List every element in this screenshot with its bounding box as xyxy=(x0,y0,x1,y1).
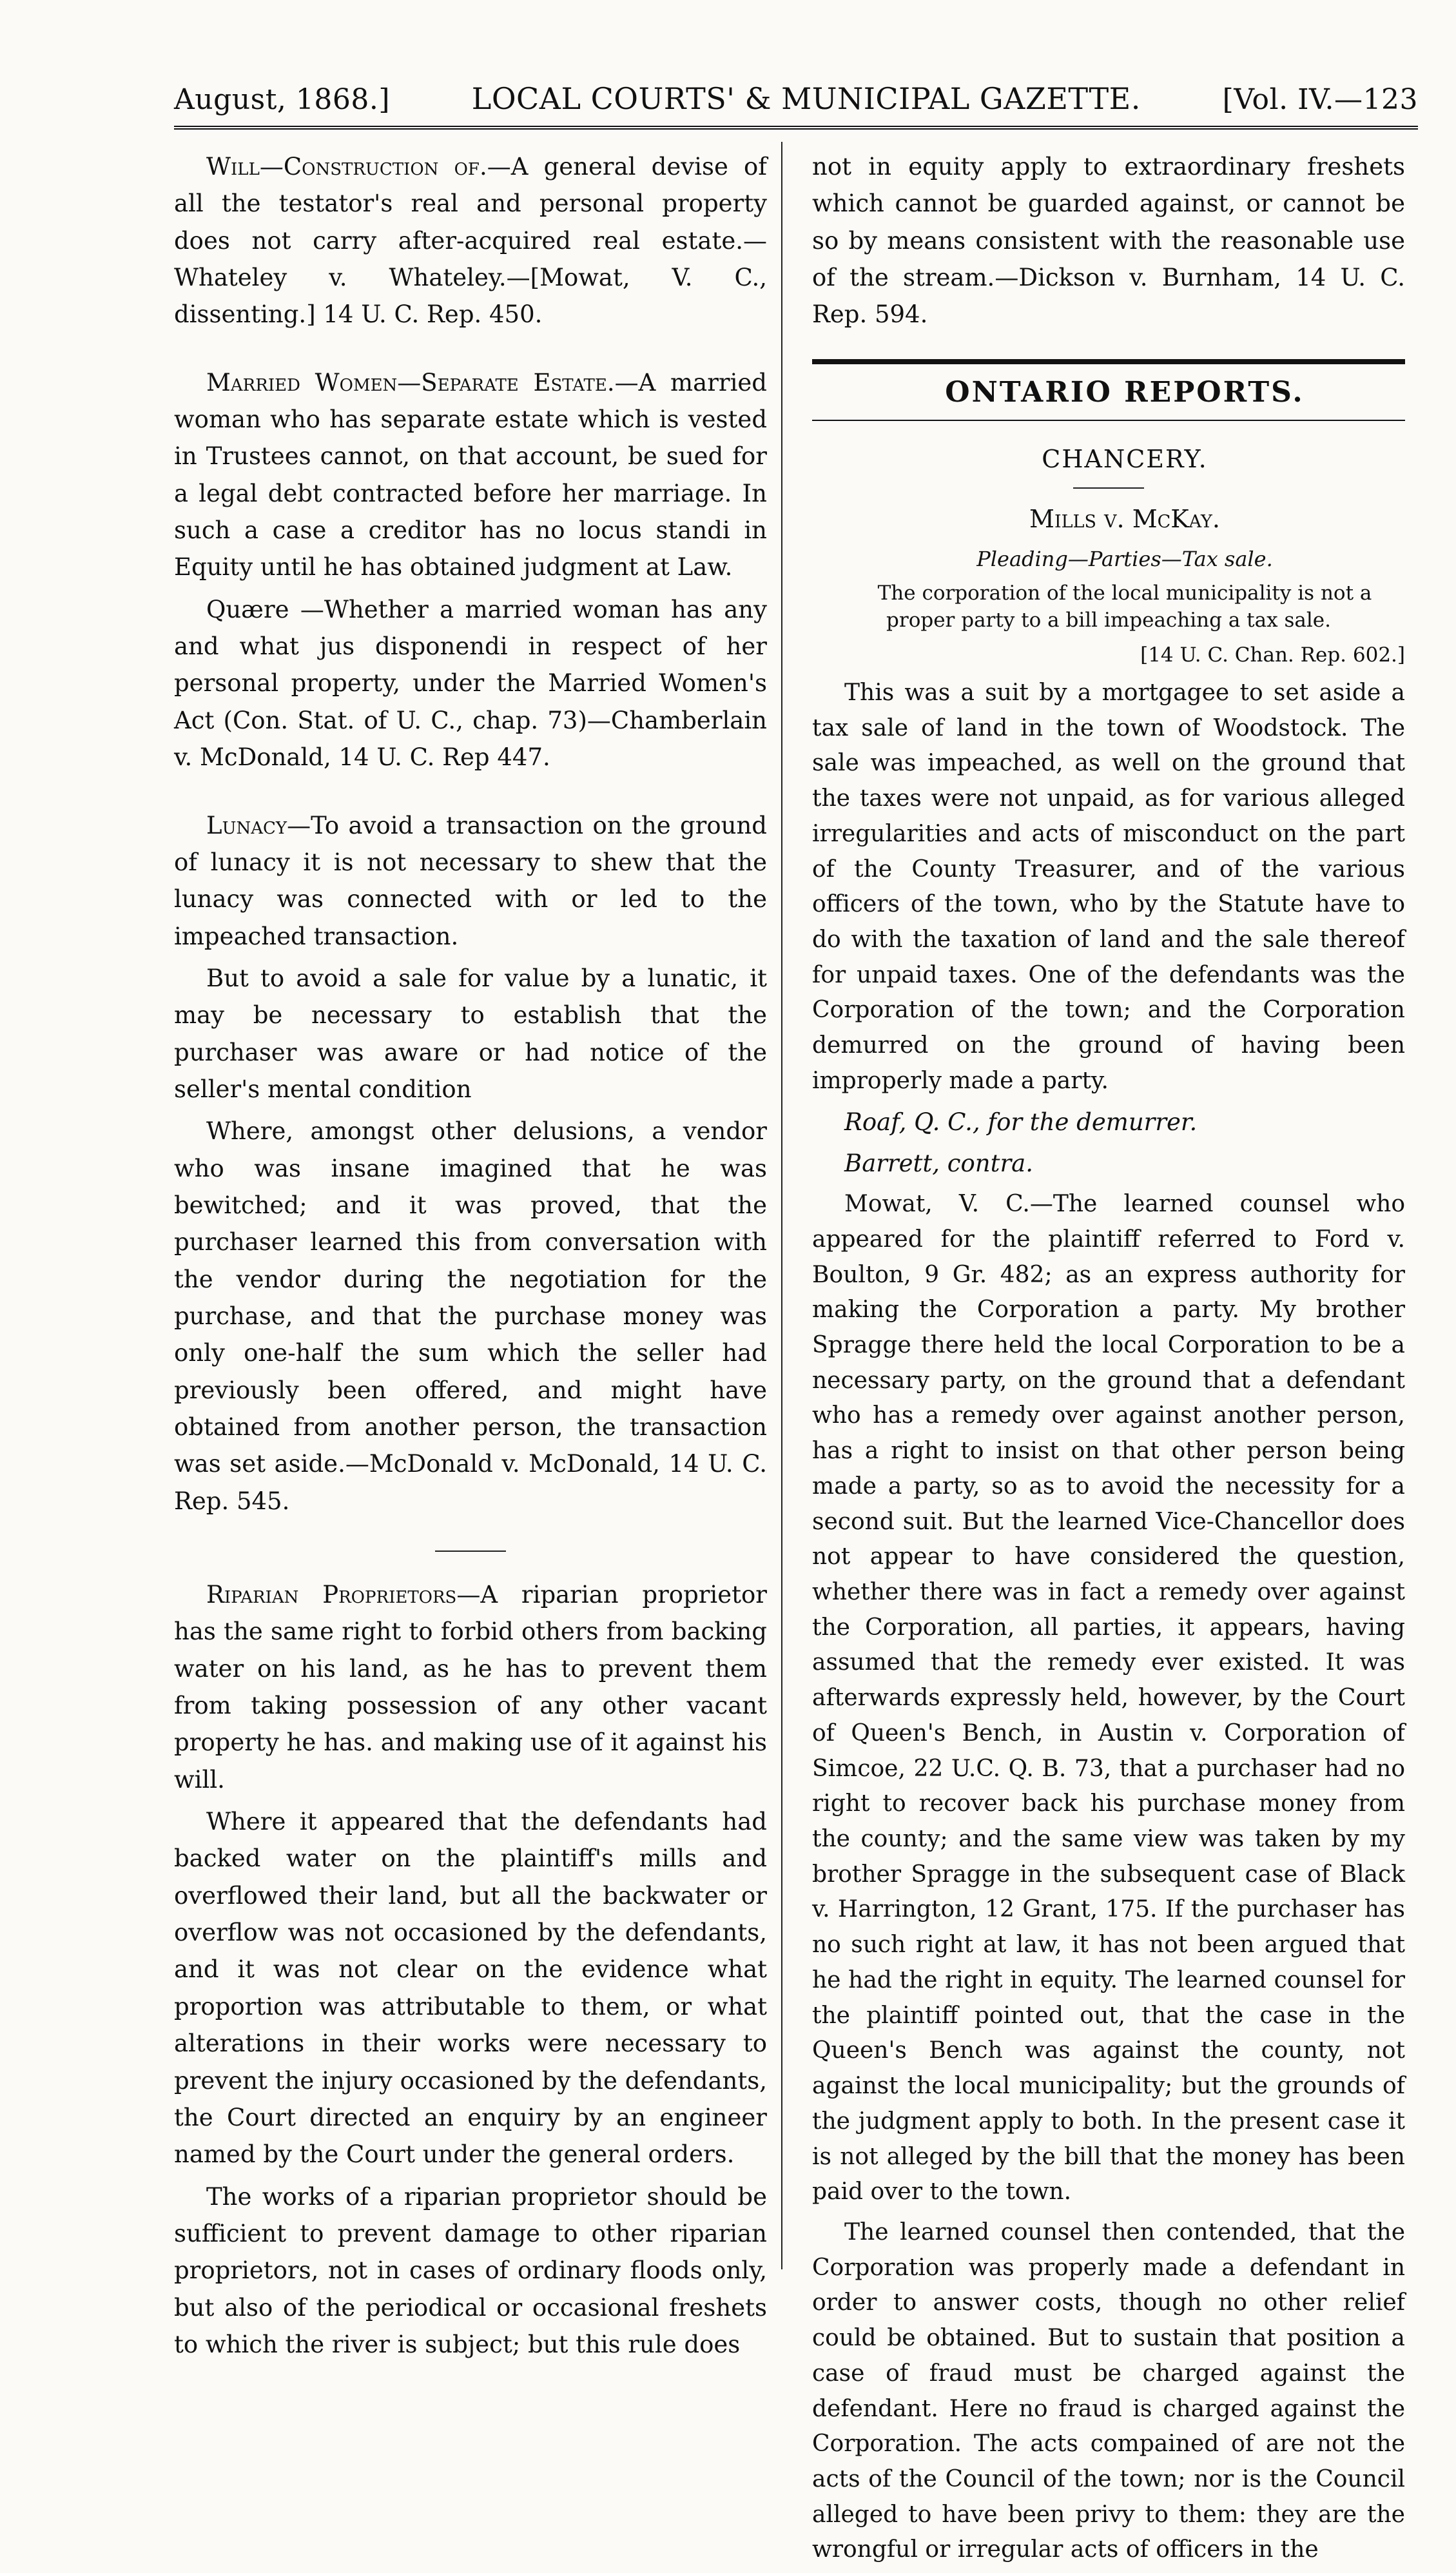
lunacy-paragraph-2: But to avoid a sale for value by a lunatic, it may be necessary to establish that the purchaser was aware or had notice of the seller's mental condition xyxy=(174,964,767,1103)
lunacy-heading: Lunacy xyxy=(206,811,287,839)
will-section xyxy=(174,148,767,333)
riparian-text: —A riparian proprietor has the same right to forbid others from backing water on his land, as he has to prevent them from taking possession of any other vacant property he has. and making use of it against his will. xyxy=(174,1581,767,1794)
header-title: LOCAL COURTS' & MUNICIPAL GAZETTE. xyxy=(471,81,1141,116)
column-divider xyxy=(781,142,782,2269)
header-date: August, 1868.] xyxy=(174,83,390,116)
header-volume: [Vol. IV.—123 xyxy=(1222,83,1418,116)
case-title: Mills v. McKay. xyxy=(1029,504,1220,533)
lunacy-section xyxy=(174,807,767,1520)
riparian-paragraph xyxy=(174,1576,767,1798)
headnote-subject: Pleading—Parties—Tax sale. xyxy=(976,546,1273,571)
lunacy-paragraph-3: Where, amongst other delusions, a vendor who was insane imagined that he was bewitched; and it was proved, that the purchaser learned this from conversation with the vendor during the negotiation for the purchase, and that the purchase money was only one-half the sum which the seller had previously been offered, and might have obtained from another person, the transaction was set aside.—McDonald v. McDonald, 14 U. C. Rep. 545. xyxy=(174,1117,767,1515)
court-name: CHANCERY. xyxy=(1042,444,1208,473)
riparian-section xyxy=(174,1576,767,2363)
judgment-body xyxy=(812,676,1405,2568)
report-reference: [14 U. C. Chan. Rep. 602.] xyxy=(1140,643,1405,667)
reports-thin-rule xyxy=(812,420,1405,421)
married-paragraph xyxy=(174,364,767,586)
married-text: —A married woman who has separate estate which is vested in Trustees cannot, on that account, be sued for a legal debt contracted before her marriage. In such a case a creditor has no locus standi in Equity until he has obtained judgment at Law. xyxy=(174,368,767,582)
section-separator xyxy=(435,1551,506,1552)
judgment-paragraph-1: Mowat, V. C.—The learned counsel who appeared for the plaintiff referred to Ford v. Boulton, 9 Gr. 482; as an express authority for making the Corporation a party. My brother Spragge there held the local Corporation to be a necessary party, on the ground that a defendant who has a remedy over against another person, has a right to insist on that other person being made a party, so as to avoid the necessity for a second suit. But the learned Vice-Chancellor does not appear to have considered the question, whether there was in fact a remedy over against the Corporation, all parties, it appears, having assumed that the remedy ever existed. It was afterwards expressly held, however, by the Court of Queen's Bench, in Austin v. Corporation of Simcoe, 22 U.C. Q. B. 73, that a purchaser had no right to recover back his purchase money from the county; and the same view was taken by my brother Spragge in the subsequent case of Black v. Harrington, 12 Grant, 175. If the purchaser has no such right at law, it has not been argued that he had the right in equity. The learned counsel for the plaintiff pointed out, that the case in the Queen's Bench was against the county, not against the local municipality; but the grounds of the judgment apply to both. In the present case it is not alleged by the bill that the money has been paid over to the town. xyxy=(812,1191,1405,2206)
will-paragraph xyxy=(174,148,767,333)
will-text: —A general devise of all the testator's real and personal property does not carry after-acquired real estate.— Whateley v. Whateley.—[Mowat, V. C., dissenting.] 14 U. C. Rep. 450. xyxy=(174,153,767,329)
riparian-paragraph-2: Where it appeared that the defendants had backed water on the plaintiff's mills and overflowed their land, but all the backwater or overflow was not occasioned by the defendants, and it was not clear on the evidence what proportion was attributable to them, or what alterations in their works were necessary to prevent the injury occasioned by the defendants, the Court directed an enquiry by an engineer named by the Court under the general orders. xyxy=(174,1808,767,2169)
judgment-paragraph-2: The learned counsel then contended, that the Corporation was properly made a defendant in order to answer costs, though no other relief could be obtained. But to sustain that position a case of fraud must be charged against the defendant. Here no fraud is charged against the Corporation. The acts compained of are not the acts of the Council of the town; nor is the Council alleged to have been privy to them: they are the wrongful or irregular acts of officers in the xyxy=(812,2218,1405,2563)
quaere-paragraph: Quære —Whether a married woman has any and what jus disponendi in respect of her personal property, under the Married Women's Act (Con. Stat. of U. C., chap. 73)—Chamberlain v. McDonald, 14 U. C. Rep 447. xyxy=(174,595,767,772)
will-heading: Will—Construction of. xyxy=(206,153,487,181)
married-women-section xyxy=(174,364,767,776)
lunacy-text: —To avoid a transaction on the ground of lunacy it is not necessary to shew that the lunacy was connected with or led to the impeached transaction. xyxy=(174,811,767,950)
counsel-contra: Barrett, contra. xyxy=(844,1149,1033,1177)
continuation-paragraph: not in equity apply to extraordinary freshets which cannot be guarded against, or cannot be so by means consistent with the reasonable use of the stream.—Dickson v. Burnham, 14 U. C. Rep. 594. xyxy=(812,153,1405,329)
court-separator xyxy=(1073,487,1144,489)
lunacy-paragraph xyxy=(174,807,767,955)
riparian-paragraph-3: The works of a riparian proprietor should be sufficient to prevent damage to other riparian proprietors, not in cases of ordinary floods only, but also of the periodical or occasional freshets to which the river is subject; but this rule does xyxy=(174,2182,767,2358)
right-column xyxy=(812,148,1405,2573)
facts-paragraph: This was a suit by a mortgagee to set aside a tax sale of land in the town of Woodstock. The sale was impeached, as well on the ground that the taxes were not unpaid, as for various alleged irregularities and acts of misconduct on the part of the County Treasurer, and of the various officers of the town, who by the Statute have to do with the taxation of land and the sale thereof for unpaid taxes. One of the defendants was the Corporation of the town; and the Corporation demurred on the ground of having been improperly made a party. xyxy=(812,680,1405,1094)
page-header xyxy=(174,64,1418,116)
headnote: The corporation of the local municipality is not a proper party to a bill impeaching a tax sale. xyxy=(877,582,1372,632)
married-heading: Married Women—Separate Estate. xyxy=(206,368,615,396)
counsel-demurrer: Roaf, Q. C., for the demurrer. xyxy=(844,1108,1198,1136)
reports-thick-rule xyxy=(812,359,1405,364)
header-rule xyxy=(174,126,1418,132)
left-column xyxy=(174,148,767,2394)
riparian-heading: Riparian Proprietors xyxy=(206,1581,457,1609)
reports-title: ONTARIO REPORTS. xyxy=(945,375,1305,409)
